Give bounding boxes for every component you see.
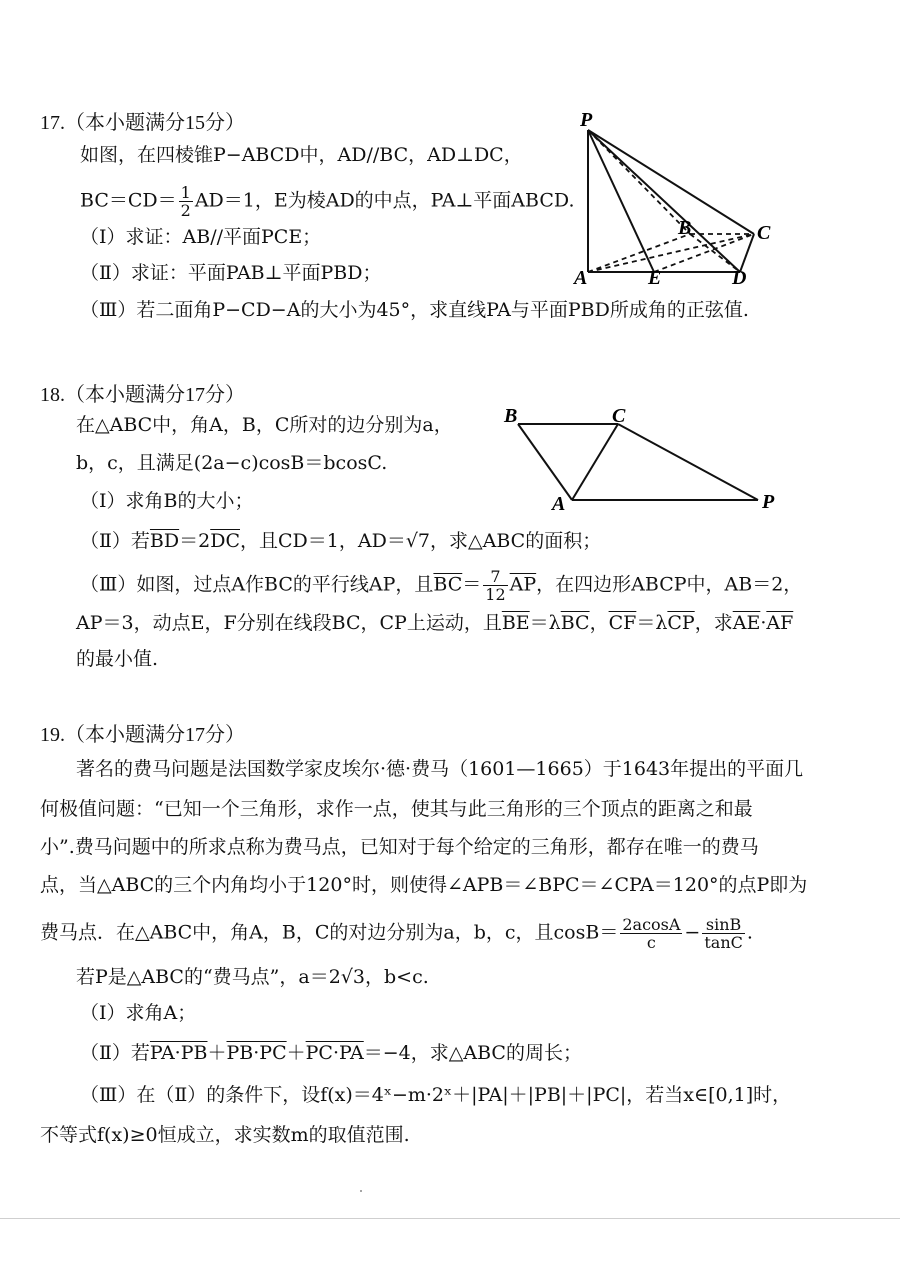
q17-item2: （Ⅱ）求证：平面PAB⊥平面PBD； [80,262,382,284]
label-C: C [757,222,771,244]
q19-p5-end: . [746,921,753,944]
q19-p4: 点，当△ABC的三个内角均小于120°时，则使得∠APB＝∠BPC＝∠CPA＝120°的点P即为 [40,874,808,896]
q17-frac-num: 1 [180,183,191,202]
q17-line2 [80,184,574,219]
segment-CA [572,424,618,500]
q18-item3-l2-e: ，求 [694,612,733,634]
edge-PD [588,130,740,272]
vector-CF: $\overline{CF}$ [608,612,637,634]
q19-frac1-num: 2acosA [622,915,681,934]
q19-item2-plus2: ＋ [286,1042,306,1064]
q19-p2: 何极值问题：“已知一个三角形，求作一点，使其与此三角形的三个顶点的距离之和最 [40,798,753,820]
q18-item3-line1 [80,568,802,603]
q18-item2-a: （Ⅱ）若 [80,530,150,552]
scan-speck [360,1190,362,1192]
label-E: E [648,267,662,289]
vector-AE: $\overline{AE}$ [732,612,761,634]
q18-item3-line2 [76,610,793,636]
vector-BD: $\overline{BD}$ [149,530,180,552]
label-B: B [504,405,518,427]
label-A: A [574,267,588,289]
q18-frac-den: 12 [485,585,506,604]
q17-fraction [179,184,193,219]
q18-title: 18.（本小题满分17分） [40,384,245,406]
q18-item3-l2-d: ＝λ [636,612,668,634]
q19-p1: 著名的费马问题是法国数学家皮埃尔·德·费马（1601—1665）于1643年提出的平面几 [76,758,804,780]
vector-BC-2: $\overline{BC}$ [560,612,590,634]
q17-pyramid-figure [570,108,790,288]
q19-p5-a: 费马点．在△ABC中，角A，B，C的对边分别为a，b，c，且cosB＝ [40,921,619,944]
edge-PB [588,130,690,234]
q19-p3: 小”.费马问题中的所求点称为费马点，已知对于每个给定的三角形，都存在唯一的费马 [40,836,759,858]
q17-line2-a: BC＝CD＝ [80,189,177,212]
q19-item1: （Ⅰ）求角A； [80,1002,197,1024]
q17-title: 17.（本小题满分15分） [40,112,245,134]
q19-frac2-den: tanC [704,933,743,952]
q19-item2-a: （Ⅱ）若 [80,1042,150,1064]
q18-item3-dot: · [760,612,767,634]
q19-item2-b: ＝−4，求△ABC的周长； [363,1042,582,1064]
q17-line2-b: AD＝1，E为棱AD的中点，PA⊥平面ABCD. [194,189,575,212]
label-P: P [580,109,593,131]
q17-item3: （Ⅲ）若二面角P−CD−A的大小为45°，求直线PA与平面PBD所成角的正弦值. [80,299,749,321]
q19-item3-line2: 不等式f(x)≥0恒成立，求实数m的取值范围. [40,1124,410,1146]
q18-quadrilateral-figure [500,404,790,514]
q18-frac-num: 7 [483,568,507,586]
vector-CP: $\overline{CP}$ [667,612,695,634]
q18-item3-l2-c: ， [589,612,609,634]
label-C: C [612,405,626,427]
q19-frac1 [620,916,682,951]
dot-PB-PC: PB·PC [226,1042,287,1064]
q18-item3-line3: 的最小值. [76,648,159,670]
q18-item2-b: ＝2 [179,530,211,552]
q18-line1: 在△ABC中，角A，B，C所对的边分别为a， [76,414,453,436]
q17-frac-den: 2 [180,201,191,220]
page-bottom-rule [0,1218,900,1219]
q18-item2 [80,528,601,554]
q18-fraction [483,568,507,603]
segment-BA [518,424,572,500]
dot-PA-PB: PA·PB [149,1042,208,1064]
q18-item3-b: ，在四边形ABCP中，AB＝2， [536,573,803,596]
q19-item3: （Ⅲ）在（Ⅱ）的条件下，设f(x)＝4ˣ−m·2ˣ＋|PA|＋|PB|＋|PC|，若当x∈[0,1]时， [80,1084,792,1106]
dot-PC-PA: PC·PA [305,1042,364,1064]
vector-BE: $\overline{BE}$ [501,612,530,634]
q19-p6: 若P是△ABC的“费马点”，a＝2√3，b<c. [76,966,429,988]
q18-item3-a: （Ⅲ）如图，过点A作BC的平行线AP，且 [80,573,434,596]
vector-AP: $\overline{AP}$ [509,573,537,596]
q18-item1: （Ⅰ）求角B的大小； [80,490,254,512]
q18-item3-eq: ＝ [462,573,482,596]
vector-AF: $\overline{AF}$ [766,612,794,634]
label-P: P [762,491,775,513]
vector-BC: $\overline{BC}$ [433,573,463,596]
vector-DC: $\overline{DC}$ [210,530,240,552]
q19-frac1-den: c [646,933,656,952]
q19-frac2-num: sinB [702,916,745,934]
q19-title: 19.（本小题满分17分） [40,724,245,746]
q19-item2-plus1: ＋ [207,1042,227,1064]
q19-p5 [40,916,753,951]
q19-frac2 [702,916,745,951]
q18-item3-l2-a: AP＝3，动点E，F分别在线段BC，CP上运动，且 [76,612,502,634]
label-D: D [732,267,747,289]
q17-line1: 如图，在四棱锥P−ABCD中，AD//BC，AD⊥DC， [80,144,523,166]
segment-CP [618,424,758,500]
q18-item3-l2-b: ＝λ [529,612,561,634]
q19-p5-minus: − [684,921,701,944]
label-A: A [552,493,566,515]
q19-item2 [80,1040,582,1066]
label-B: B [678,217,692,239]
q17-item1: （Ⅰ）求证：AB//平面PCE； [80,226,322,248]
edge-AC [588,234,754,272]
q18-line2: b，c，且满足(2a−c)cosB＝bcosC. [76,452,388,474]
q18-item2-c: ，且CD＝1，AD＝√7，求△ABC的面积； [240,530,602,552]
